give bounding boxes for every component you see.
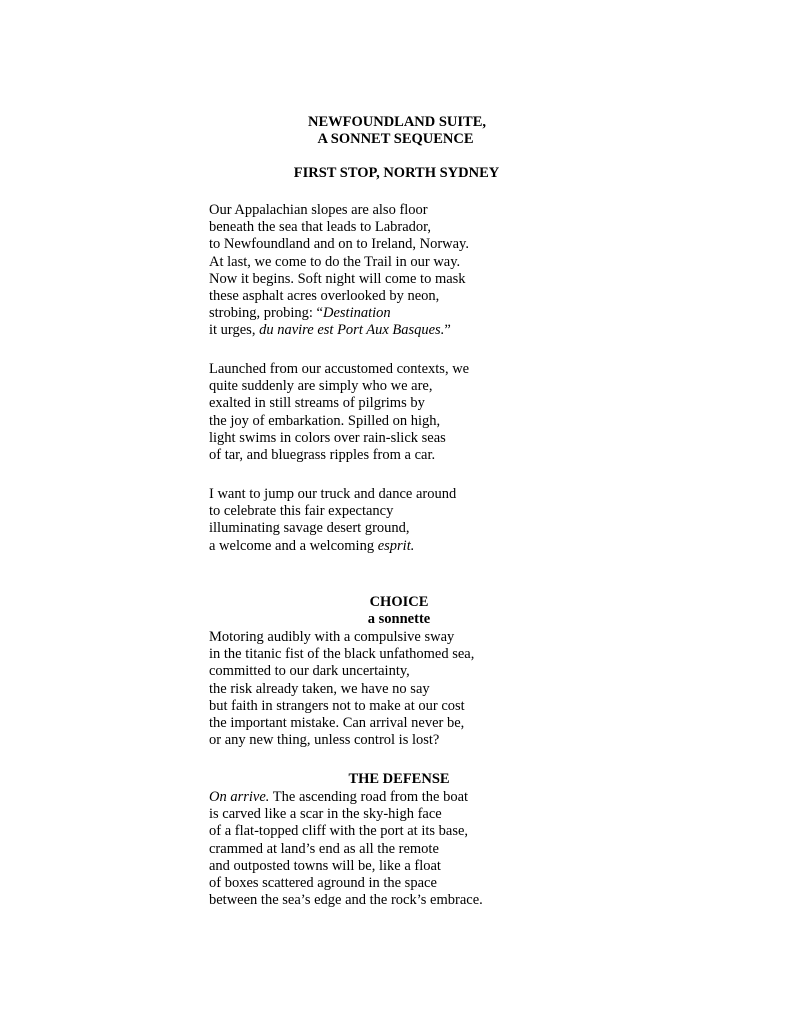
poem-line: these asphalt acres overlooked by neon, bbox=[209, 288, 440, 305]
poem-line: is carved like a scar in the sky-high face bbox=[209, 806, 442, 823]
poem-line: of a flat-topped cliff with the port at its base, bbox=[209, 823, 469, 840]
poem-line: Motoring audibly with a compulsive sway bbox=[209, 629, 455, 645]
poem-line: in the titanic fist of the black unfathomed sea, bbox=[209, 646, 475, 663]
poem-line: to celebrate this fair expectancy bbox=[209, 503, 394, 520]
poem-line: the risk already taken, we have no say bbox=[209, 680, 430, 697]
poem-line-text: it urges, bbox=[209, 322, 260, 339]
poem-title-defense bbox=[209, 771, 589, 788]
document-title-line-1: NEWFOUNDLAND SUITE, bbox=[307, 114, 487, 130]
defense-lines bbox=[209, 789, 483, 909]
italic-text: du navire est Port Aux Basques. bbox=[259, 322, 445, 339]
poem-line: illuminating savage desert ground, bbox=[209, 520, 410, 537]
poem-line: the important mistake. Can arrival never be, bbox=[209, 715, 465, 732]
poem-title-choice bbox=[209, 594, 589, 628]
stanza-2 bbox=[209, 361, 469, 464]
poem-line bbox=[209, 322, 469, 339]
poem-line: to Newfoundland and on to Ireland, Norway. bbox=[209, 236, 469, 253]
choice-lines bbox=[209, 629, 474, 749]
poem-line: committed to our dark uncertainty, bbox=[209, 663, 410, 680]
poem-line: light swims in colors over rain-slick seas bbox=[209, 429, 446, 446]
poem-line: At last, we come to do the Trail in our way. bbox=[209, 253, 461, 270]
poem-title-first-stop bbox=[0, 165, 791, 182]
poem-line bbox=[209, 789, 483, 806]
poem-line: of tar, and bluegrass ripples from a car. bbox=[209, 447, 436, 464]
italic-text: esprit. bbox=[377, 537, 415, 554]
poem-line: Now it begins. Soft night will come to mask bbox=[209, 270, 466, 287]
poem-line bbox=[209, 538, 456, 555]
poem-line: or any new thing, unless control is lost? bbox=[209, 732, 440, 749]
poem-line: quite suddenly are simply who we are, bbox=[209, 378, 433, 395]
poem-line-text: a welcome and a welcoming bbox=[209, 537, 378, 554]
poem-line: and outposted towns will be, like a float bbox=[209, 857, 441, 874]
poem-title: THE DEFENSE bbox=[348, 771, 450, 787]
poem-line: of boxes scattered aground in the space bbox=[209, 875, 437, 892]
poem-line: the joy of embarkation. Spilled on high, bbox=[209, 412, 441, 429]
poem-line bbox=[209, 305, 469, 322]
poem-line-text: strobing, probing: “ bbox=[209, 305, 323, 322]
poem-line: between the sea’s edge and the rock’s embrace. bbox=[209, 892, 483, 909]
poem-line: Our Appalachian slopes are also floor bbox=[209, 202, 428, 218]
poem-line: beneath the sea that leads to Labrador, bbox=[209, 219, 432, 236]
italic-text: Destination bbox=[322, 305, 391, 322]
poem-line: Launched from our accustomed contexts, we bbox=[209, 361, 470, 377]
poem-line: but faith in strangers not to make at our cost bbox=[209, 697, 465, 714]
document-title bbox=[0, 114, 791, 148]
poem-title: CHOICE bbox=[369, 594, 429, 610]
stanza-1 bbox=[209, 202, 469, 340]
stanza-3 bbox=[209, 486, 456, 555]
document-title-line-2: A SONNET SEQUENCE bbox=[317, 131, 474, 147]
poem-subtitle: a sonnette bbox=[367, 611, 431, 627]
poem-line: I want to jump our truck and dance around bbox=[209, 486, 457, 502]
poem-title: FIRST STOP, NORTH SYDNEY bbox=[293, 165, 500, 181]
poem-line-text: ” bbox=[444, 322, 451, 339]
poem-line: exalted in still streams of pilgrims by bbox=[209, 395, 425, 412]
poem-line-text: The ascending road from the boat bbox=[269, 789, 469, 805]
italic-text: On arrive. bbox=[209, 789, 270, 805]
poem-line: crammed at land’s end as all the remote bbox=[209, 840, 439, 857]
